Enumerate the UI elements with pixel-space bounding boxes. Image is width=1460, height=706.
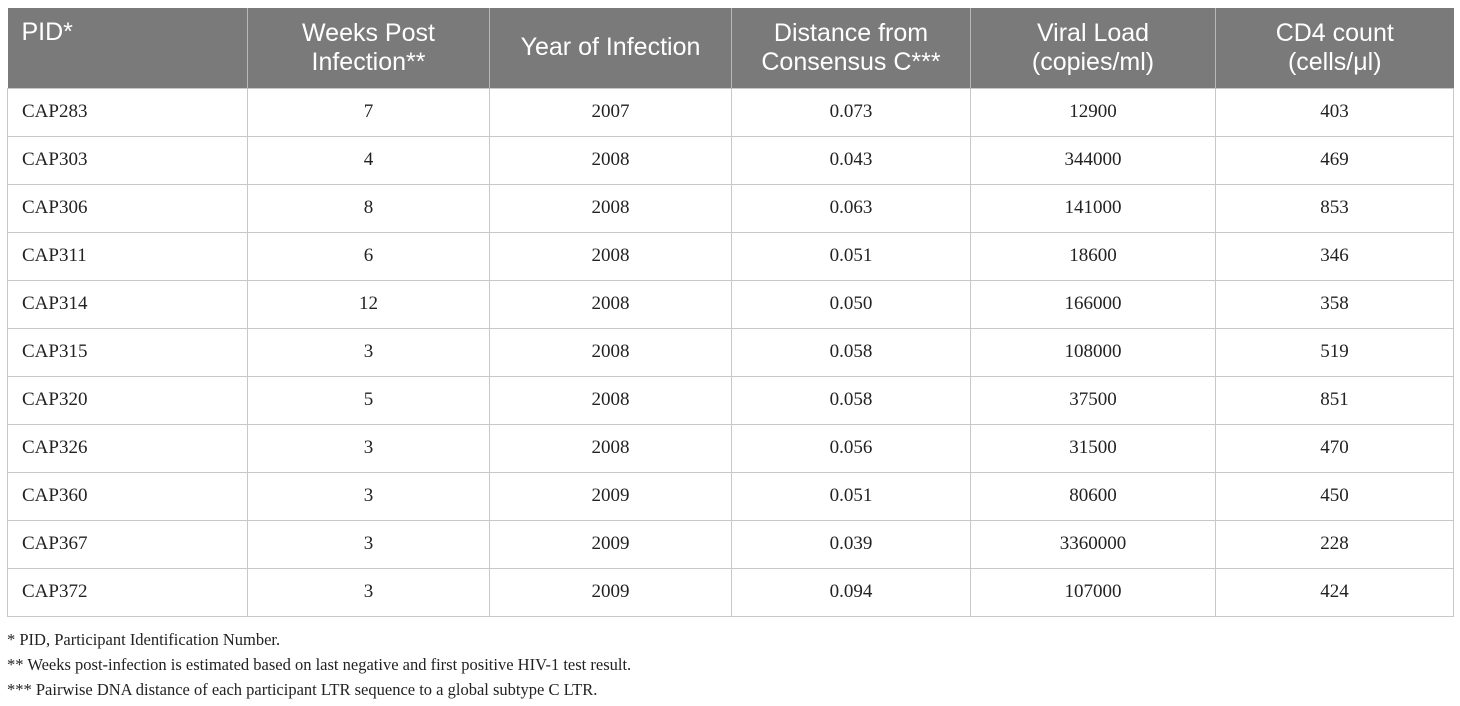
table-cell-distance-from-consensus: 0.039	[732, 520, 971, 568]
table-row	[8, 424, 1454, 472]
table-cell-pid: CAP372	[8, 568, 248, 616]
table-body	[8, 88, 1454, 616]
participant-table	[7, 8, 1454, 617]
table-row	[8, 472, 1454, 520]
table-cell-viral-load: 166000	[971, 280, 1216, 328]
table-cell-weeks-post-infection: 3	[248, 472, 490, 520]
table-cell-pid: CAP326	[8, 424, 248, 472]
footnote: *** Pairwise DNA distance of each participant LTR sequence to a global subtype C LTR.	[7, 680, 598, 699]
table-cell-distance-from-consensus: 0.058	[732, 376, 971, 424]
column-header-line: Viral Load	[1036, 18, 1150, 47]
column-header-year-of-infection	[490, 8, 732, 88]
table-cell-distance-from-consensus: 0.058	[732, 328, 971, 376]
table-cell-cd4-count: 228	[1216, 520, 1454, 568]
table-cell-distance-from-consensus: 0.043	[732, 136, 971, 184]
table-cell-pid: CAP320	[8, 376, 248, 424]
table-cell-pid: CAP315	[8, 328, 248, 376]
table-row	[8, 568, 1454, 616]
table-cell-year-of-infection: 2008	[490, 184, 732, 232]
table-cell-viral-load: 108000	[971, 328, 1216, 376]
table-cell-year-of-infection: 2008	[490, 424, 732, 472]
column-header-weeks-post-infection	[248, 8, 490, 88]
table-cell-cd4-count: 519	[1216, 328, 1454, 376]
column-header-viral-load	[971, 8, 1216, 88]
table-cell-distance-from-consensus: 0.051	[732, 232, 971, 280]
table-cell-viral-load: 3360000	[971, 520, 1216, 568]
table-row	[8, 184, 1454, 232]
table-cell-viral-load: 107000	[971, 568, 1216, 616]
table-cell-cd4-count: 470	[1216, 424, 1454, 472]
table-cell-cd4-count: 346	[1216, 232, 1454, 280]
table-cell-weeks-post-infection: 7	[248, 88, 490, 136]
table-cell-distance-from-consensus: 0.063	[732, 184, 971, 232]
column-header-line: Year of Infection	[520, 33, 701, 62]
table-cell-viral-load: 344000	[971, 136, 1216, 184]
table-footnotes	[7, 627, 631, 702]
table-cell-weeks-post-infection: 8	[248, 184, 490, 232]
table-row	[8, 520, 1454, 568]
table-cell-year-of-infection: 2008	[490, 280, 732, 328]
table-cell-weeks-post-infection: 4	[248, 136, 490, 184]
table-cell-cd4-count: 469	[1216, 136, 1454, 184]
table-cell-weeks-post-infection: 3	[248, 520, 490, 568]
table-cell-weeks-post-infection: 12	[248, 280, 490, 328]
column-header-line: Distance from	[773, 18, 929, 47]
table-cell-distance-from-consensus: 0.073	[732, 88, 971, 136]
table-cell-cd4-count: 450	[1216, 472, 1454, 520]
column-header-pid	[8, 8, 248, 88]
table-cell-weeks-post-infection: 5	[248, 376, 490, 424]
table-cell-cd4-count: 403	[1216, 88, 1454, 136]
table-cell-pid: CAP314	[8, 280, 248, 328]
table-cell-viral-load: 12900	[971, 88, 1216, 136]
footnote: ** Weeks post-infection is estimated based on last negative and first positive HIV-1 test result.	[7, 655, 632, 674]
footnote: * PID, Participant Identification Number.	[7, 630, 281, 649]
table-cell-viral-load: 37500	[971, 376, 1216, 424]
table-header	[8, 8, 1454, 88]
column-header-line: PID*	[21, 18, 73, 46]
header-row	[8, 8, 1454, 88]
table-cell-cd4-count: 358	[1216, 280, 1454, 328]
table-cell-distance-from-consensus: 0.056	[732, 424, 971, 472]
table-cell-distance-from-consensus: 0.050	[732, 280, 971, 328]
table-row	[8, 232, 1454, 280]
table-cell-year-of-infection: 2009	[490, 568, 732, 616]
table-cell-year-of-infection: 2009	[490, 472, 732, 520]
table-row	[8, 376, 1454, 424]
table-cell-year-of-infection: 2008	[490, 376, 732, 424]
column-header-line: (copies/ml)	[1031, 47, 1155, 76]
table-cell-year-of-infection: 2008	[490, 136, 732, 184]
table-cell-viral-load: 31500	[971, 424, 1216, 472]
column-header-line: CD4 count	[1275, 18, 1394, 47]
table-cell-distance-from-consensus: 0.094	[732, 568, 971, 616]
column-header-line: Consensus C***	[761, 47, 941, 76]
column-header-cd4-count	[1216, 8, 1454, 88]
table-cell-distance-from-consensus: 0.051	[732, 472, 971, 520]
table-cell-weeks-post-infection: 3	[248, 424, 490, 472]
table-cell-weeks-post-infection: 6	[248, 232, 490, 280]
table-cell-year-of-infection: 2008	[490, 328, 732, 376]
table-cell-year-of-infection: 2009	[490, 520, 732, 568]
table-cell-weeks-post-infection: 3	[248, 328, 490, 376]
table-cell-pid: CAP311	[8, 232, 248, 280]
column-header-line: Weeks Post	[302, 18, 435, 47]
column-header-line: Infection**	[311, 47, 426, 76]
table-row	[8, 88, 1454, 136]
table-cell-pid: CAP283	[8, 88, 248, 136]
table-cell-viral-load: 141000	[971, 184, 1216, 232]
column-header-line: (cells/μl)	[1287, 47, 1382, 76]
table-row	[8, 136, 1454, 184]
table-cell-pid: CAP360	[8, 472, 248, 520]
table-cell-viral-load: 18600	[971, 232, 1216, 280]
table-cell-year-of-infection: 2007	[490, 88, 732, 136]
table-cell-cd4-count: 853	[1216, 184, 1454, 232]
table-cell-viral-load: 80600	[971, 472, 1216, 520]
table-row	[8, 328, 1454, 376]
table-row	[8, 280, 1454, 328]
column-header-distance-from-consensus	[732, 8, 971, 88]
table-cell-cd4-count: 851	[1216, 376, 1454, 424]
table-cell-pid: CAP303	[8, 136, 248, 184]
table-cell-weeks-post-infection: 3	[248, 568, 490, 616]
participant-table-container	[7, 8, 1453, 617]
table-cell-pid: CAP367	[8, 520, 248, 568]
table-cell-cd4-count: 424	[1216, 568, 1454, 616]
table-cell-pid: CAP306	[8, 184, 248, 232]
table-cell-year-of-infection: 2008	[490, 232, 732, 280]
